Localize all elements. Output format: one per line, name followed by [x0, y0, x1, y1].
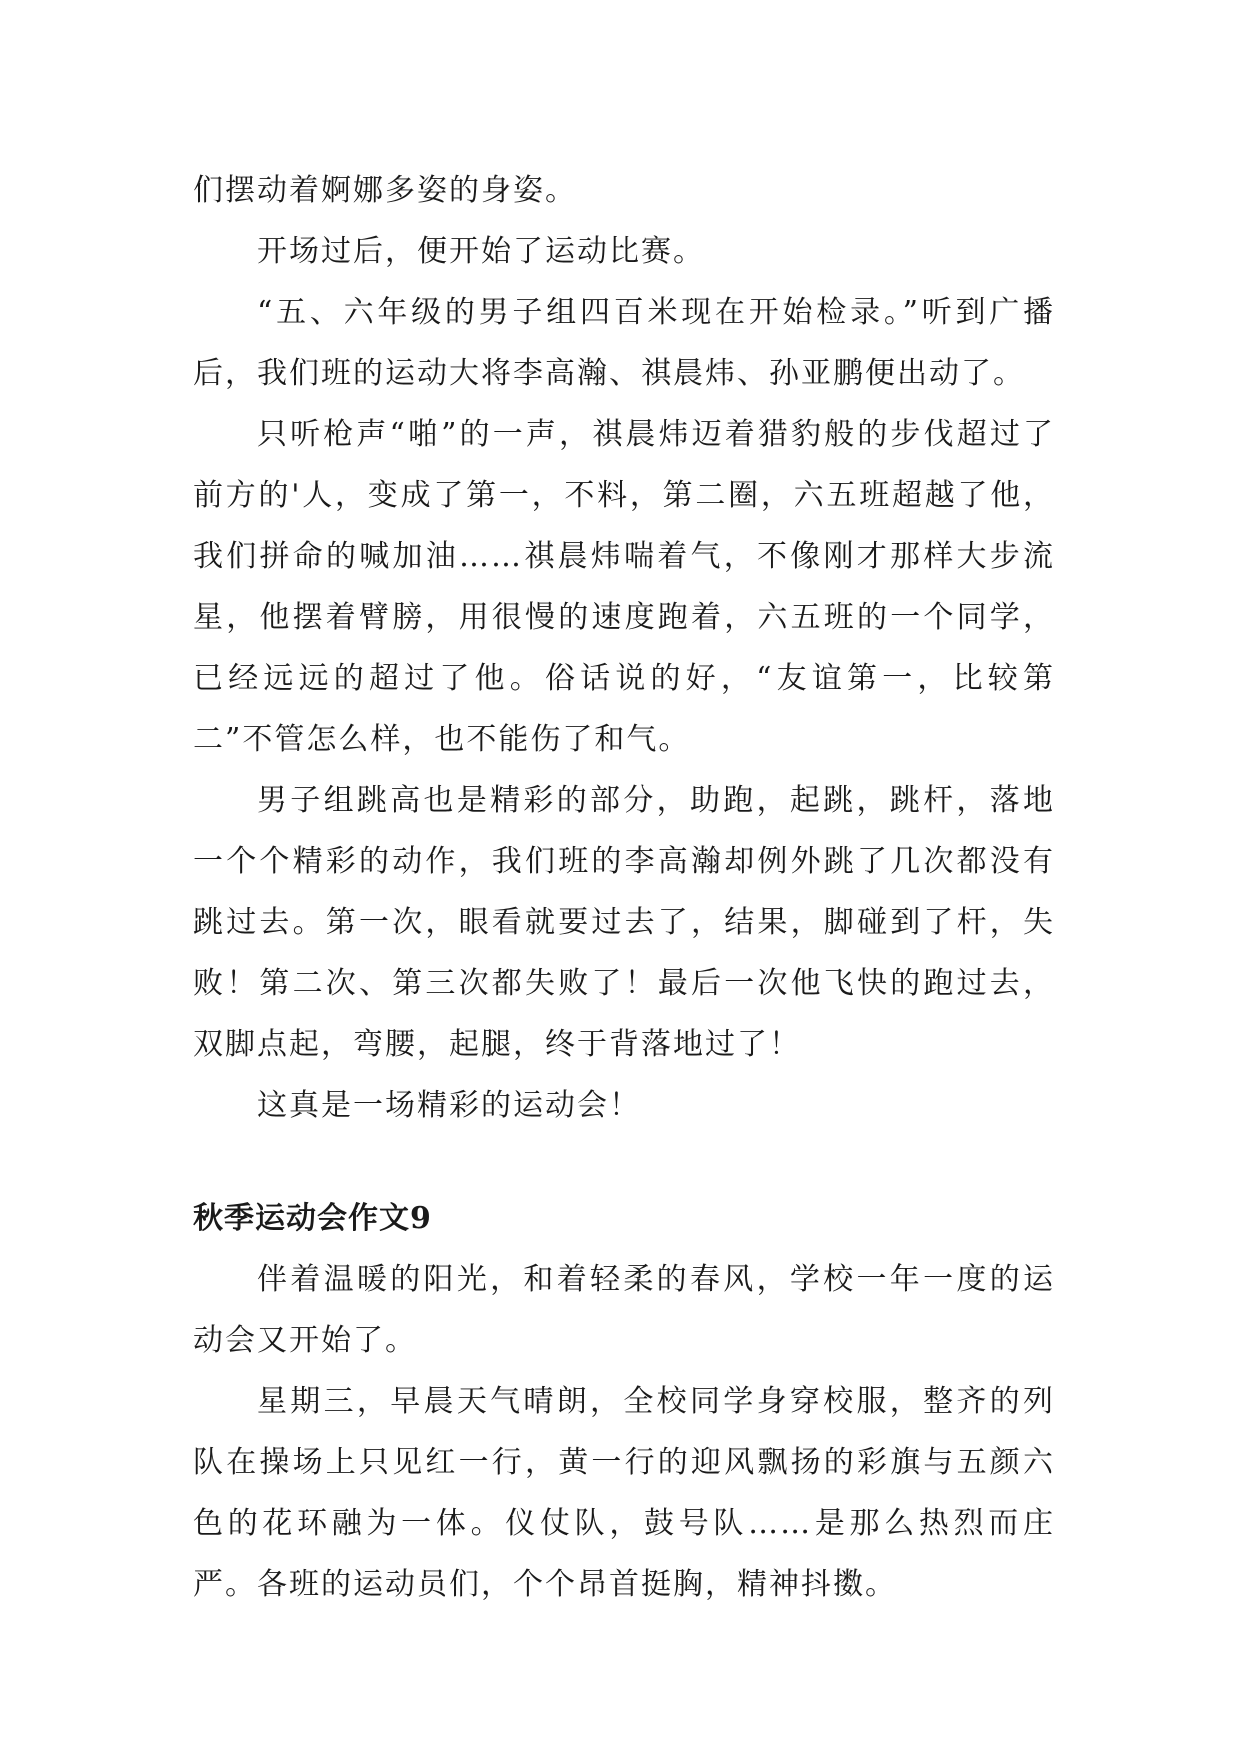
paragraph: 男子组跳高也是精彩的部分，助跑，起跳，跳杆，落地一个个精彩的动作，我们班的李高瀚却例外跳了几次都没有跳过去。第一次，眼看就要过去了，结果，脚碰到了杆，失败！第二次、第三次都失败了！最后一次他飞快的跑过去，双脚点起，弯腰，起腿，终于背落地过了！ — [193, 783, 1055, 1062]
paragraph: 开场过后，便开始了运动比赛。 — [257, 234, 705, 269]
paragraph: 只听枪声“啪”的一声，祺晨炜迈着猎豹般的步伐超过了前方的'人，变成了第一，不料，第二圈，六五班超越了他，我们拼命的喊加油……祺晨炜喘着气，不像刚才那样大步流星，他摆着臂膀，用很慢的速度跑着，六五班的一个同学，已经远远的超过了他。俗话说的好，“友谊第一，比较第二”不管怎么样，也不能伤了和气。 — [193, 417, 1055, 757]
document-body — [193, 160, 1055, 1615]
paragraph: 星期三，早晨天气晴朗，全校同学身穿校服，整齐的列队在操场上只见红一行，黄一行的迎风飘扬的彩旗与五颜六色的花环融为一体。仪仗队，鼓号队……是那么热烈而庄严。各班的运动员们，个个昂首挺胸，精神抖擞。 — [193, 1384, 1055, 1602]
paragraph: 这真是一场精彩的运动会！ — [257, 1088, 641, 1123]
paragraph: “五、六年级的男子组四百米现在开始检录。”听到广播后，我们班的运动大将李高瀚、祺晨炜、孙亚鹏便出动了。 — [193, 295, 1055, 391]
paragraph: 伴着温暖的阳光，和着轻柔的春风，学校一年一度的运动会又开始了。 — [193, 1262, 1055, 1358]
paragraph: 们摆动着婀娜多姿的身姿。 — [193, 173, 577, 208]
section-heading: 秋季运动会作文9 — [193, 1201, 432, 1236]
